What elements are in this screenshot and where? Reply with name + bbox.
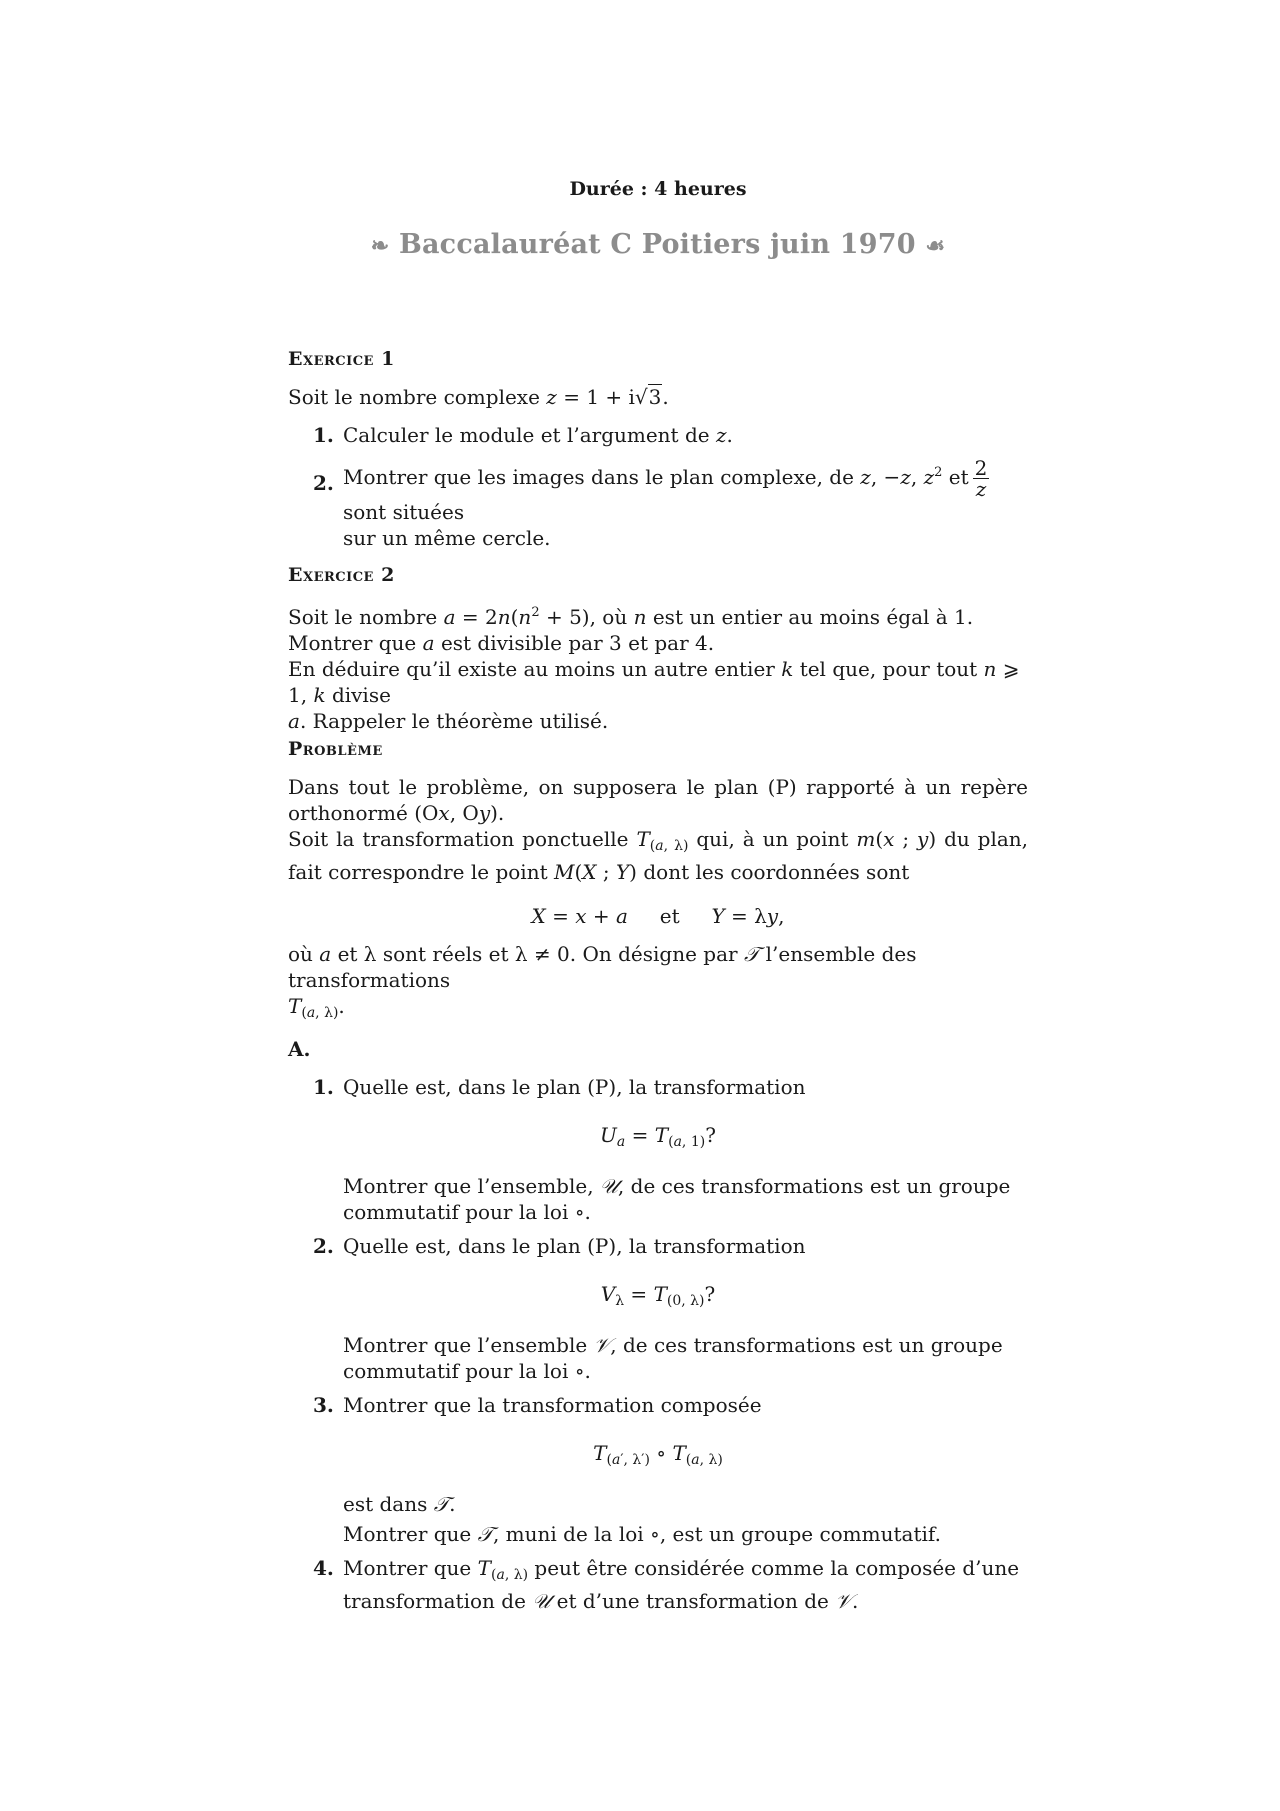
probleme-heading: Problème [288,738,383,760]
exercise-1-question-2: 2. Montrer que les images dans le plan complexe, de z, −z, $z^2$ et $\frac{2}{z}$ sont situées sur un même cercle. [313,456,988,550]
document-title [288,229,1028,260]
probleme-intro: Dans tout le problème, on supposera le plan (P) rapporté à un repère orthonormé (Ox, Oy). Soit la transformation ponctuelle $T_{(a, \lambda)}$ qui, à un point m(x ; y) du plan, fait correspondre le point M(X ; Y) dont les coordonnées sont [288,775,1029,884]
probleme-definitions: où a et λ sont réels et λ ≠ 0. On désigne par 𝒯 l’ensemble des transformations $T_{(a, \lambda)}$. [288,942,917,1021]
title-text: Baccalauréat C Poitiers juin 1970 [398,229,916,260]
exercise-1 [288,346,1028,551]
exercise-1-heading: Exercice 1 [288,348,395,370]
right-ornament-icon: ☙ [925,233,946,259]
duration-label: Durée : 4 heures [569,178,747,200]
part-a-question-3: 3. Montrer que la transformation composée $T_{(a', \lambda')}$ ∘ $T_{(a, \lambda)}$ est dans 𝒯. Montrer que 𝒯, muni de la loi ∘, est un groupe commutatif. [313,1393,941,1546]
part-a-label: A. [288,1037,311,1061]
part-a-question-2: 2. Quelle est, dans le plan (P), la transformation $V_\lambda = T_{(0, \lambda)}$? Montrer que l’ensemble 𝒱, de ces transformations est un groupe commutatif pour la loi ∘. [313,1234,1003,1383]
part-a-question-4: 4. Montrer que $T_{(a, \lambda)}$ peut être considérée comme la composée d’une transformation de 𝒰 et d’une transformation de 𝒱. [313,1556,1020,1613]
transformation-equation: X = x + a et Y = λy, [531,904,785,928]
probleme [288,736,1028,1614]
exercise-1-intro: Soit le nombre complexe z = 1 + i√3. [288,385,669,409]
exercise-2 [288,562,1028,734]
left-ornament-icon: ❧ [370,233,390,259]
exercise-2-text: Soit le nombre $a = 2n(n^2 + 5)$, où n est un entier au moins égal à 1. Montrer que a est divisible par 3 et par 4. En déduire qu’il existe au moins un autre entier k tel que, pour tout n ⩾ 1, k divise a. Rappeler le théorème utilisé. [288,605,1020,733]
part-a-question-1: 1. Quelle est, dans le plan (P), la transformation $U_a = T_{(a, 1)}$? Montrer que l’ensemble, 𝒰, de ces transformations est un groupe commutatif pour la loi ∘. [313,1075,1011,1224]
exercise-2-heading: Exercice 2 [288,564,395,586]
exercise-1-question-1: 1. Calculer le module et l’argument de z. [313,423,733,447]
